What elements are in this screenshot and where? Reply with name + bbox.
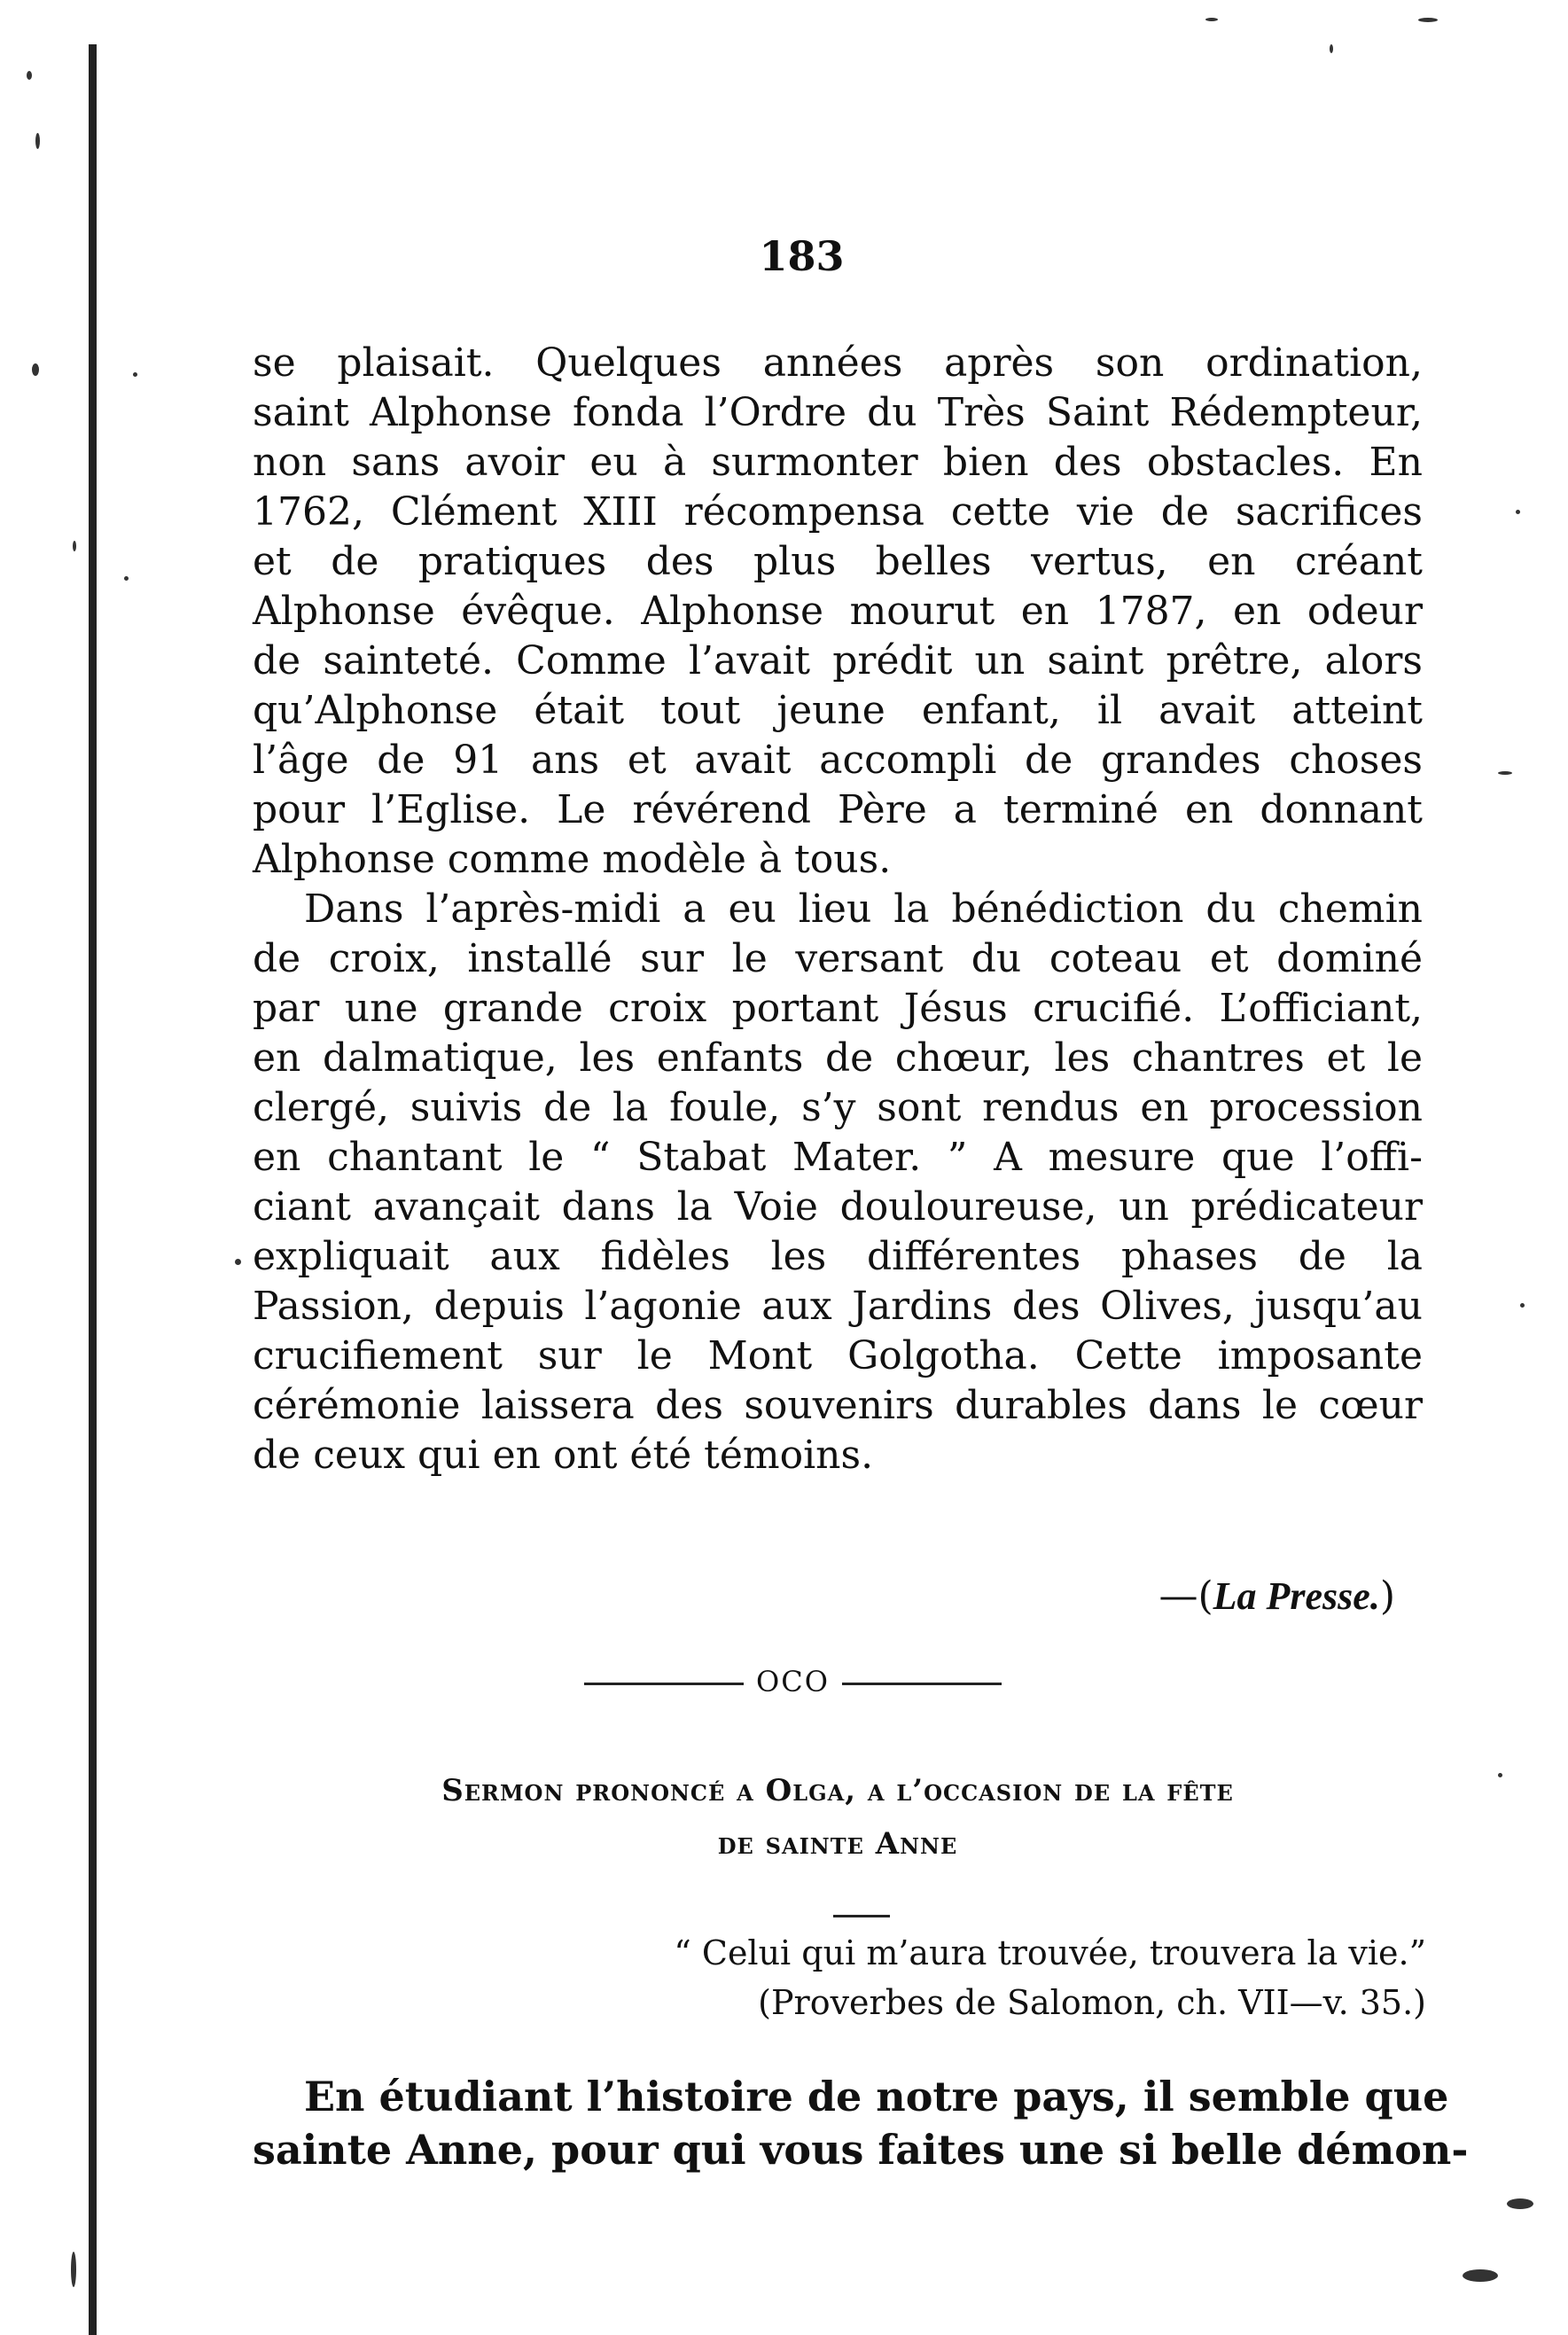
scan-speck [1498,1773,1502,1777]
sermon-title-line: Sermon prononcé a Olga, a l’occasion de la fête [441,1773,1234,1808]
epigraph-quote: “ Celui qui m’aura trouvée, trouvera la vie.” [674,1933,1426,1972]
attribution-source: La Presse. [1213,1574,1380,1618]
text-line: se plaisait. Quelques années après son ordination, [253,340,1423,386]
text-line: de sainteté. Comme l’avait prédit un saint prêtre, alors [253,638,1423,683]
epigraph [674,1928,1426,2027]
text-line: en chantant le “ Stabat Mater. ” A mesure que l’offi- [253,1135,1423,1180]
text-line: de ceux qui en ont été témoins. [253,1433,874,1478]
epigraph-reference: (Proverbes de Salomon, ch. VII—v. 35.) [758,1983,1426,2022]
text-line: ciant avançait dans la Voie douloureuse, un prédicateur [253,1184,1423,1230]
text-line: l’âge de 91 ans et avait accompli de grandes choses [253,738,1423,783]
page-number: 183 [759,232,845,280]
text-line: expliquait aux fidèles les différentes phases de la [253,1234,1423,1279]
text-line: non sans avoir eu à surmonter bien des obstacles. En [253,440,1423,485]
text-line: pour l’Eglise. Le révérend Père a terminé en donnant [253,787,1423,832]
scan-speck [1516,510,1520,514]
binding-edge-rule [89,44,97,2335]
text-line: 1762, Clément XIII récompensa cette vie de sacrifices [253,489,1423,535]
title-underline-rule [833,1915,890,1917]
text-line: Passion, depuis l’agonie aux Jardins des Olives, jusqu’au [253,1284,1423,1329]
text-line: Dans l’après-midi a eu lieu la bénédiction du chemin [304,886,1423,932]
scan-speck [35,133,40,149]
divider-rule-right [842,1683,1002,1685]
text-line: Alphonse comme modèle à tous. [253,837,892,882]
divider-ornament: OCO [756,1665,830,1699]
attribution-close: ) [1379,1574,1395,1619]
text-line: sainte Anne, pour qui vous faites une si belle démon- [253,2126,1469,2174]
scan-speck [1205,18,1218,21]
text-line: cérémonie laissera des souvenirs durables dans le cœur [253,1383,1423,1428]
scan-speck [1463,2269,1498,2282]
scan-speck [124,576,129,581]
sermon-title-line: de sainte Anne [717,1826,958,1862]
scan-speck [1418,18,1438,22]
attribution-dash: —( [1158,1574,1213,1619]
sermon-title [253,1764,1423,1870]
source-attribution [1158,1574,1395,1619]
scan-speck [73,541,76,551]
scan-speck [71,2252,76,2287]
text-line: crucifiement sur le Mont Golgotha. Cette imposante [253,1333,1423,1378]
text-line: en dalmatique, les enfants de chœur, les chantres et le [253,1035,1423,1081]
text-line: par une grande croix portant Jésus crucifié. L’officiant, [253,986,1423,1031]
text-line: de croix, installé sur le versant du coteau et dominé [253,936,1423,981]
scan-speck [1507,2198,1533,2209]
scan-speck [32,363,39,376]
scan-speck [27,71,32,80]
scan-speck [1520,1303,1525,1308]
paragraph [253,885,1423,1480]
article-body [253,339,1423,1480]
divider-rule-left [584,1683,744,1685]
text-line: Alphonse évêque. Alphonse mourut en 1787, en odeur [253,589,1423,634]
sermon-opening [253,2070,1469,2176]
scan-speck [133,372,137,377]
scan-speck [1498,771,1512,775]
section-divider [0,1665,1568,1699]
text-line: clergé, suivis de la foule, s’y sont rendus en procession [253,1085,1423,1130]
scan-speck [235,1259,241,1265]
scan-speck [1330,44,1333,53]
paragraph [253,339,1423,885]
text-line: saint Alphonse fonda l’Ordre du Très Saint Rédempteur, [253,390,1423,435]
text-line: et de pratiques des plus belles vertus, en créant [253,539,1423,584]
text-line: En étudiant l’histoire de notre pays, il semble que [304,2073,1449,2120]
text-line: qu’Alphonse était tout jeune enfant, il avait atteint [253,688,1423,733]
